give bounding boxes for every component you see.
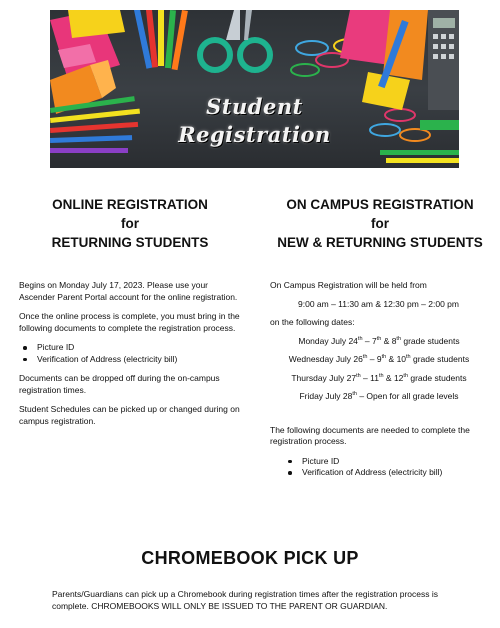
date-line-thursday: Thursday July 27th – 11th & 12th grade students [291, 372, 467, 383]
online-heading-line3: RETURNING STUDENTS [51, 235, 209, 250]
campus-times: 9:00 am – 11:30 am & 12:30 pm – 2:00 pm [298, 298, 459, 309]
online-para-drop-off: Documents can be dropped off during the on-campus registration times. [19, 373, 220, 395]
online-registration-body [19, 280, 241, 427]
campus-documents-needed: The following documents are needed to complete the registration process. [270, 424, 470, 446]
campus-held-from: On Campus Registration will be held from [270, 280, 427, 290]
online-registration-heading [20, 195, 240, 252]
campus-heading-line1: ON CAMPUS REGISTRATION [286, 197, 474, 212]
chromebook-title: CHROMEBOOK PICK UP [141, 548, 359, 568]
list-item: Verification of Address (electricity bill) [19, 354, 241, 366]
registration-banner [50, 10, 459, 168]
date-line-wednesday: Wednesday July 26th – 9th & 10th grade students [288, 354, 470, 364]
campus-heading-line3: NEW & RETURNING STUDENTS [277, 235, 483, 250]
online-para-begins: Begins on Monday July 17, 2023. Please use your Ascender Parent Portal account for the online registration. [19, 280, 238, 302]
date-line-monday: Monday July 24th – 7th & 8th grade students [298, 335, 460, 346]
list-item: Verification of Address (electricity bill) [284, 467, 488, 479]
list-item: Picture ID [19, 342, 241, 354]
online-heading-line1: ONLINE REGISTRATION [52, 197, 208, 212]
campus-registration-body [270, 280, 488, 479]
campus-heading-line2: for [371, 216, 389, 231]
online-para-bring-documents: Once the online process is complete, you must bring in the following documents to complete the registration process. [19, 311, 240, 333]
campus-following-dates: on the following dates: [270, 317, 355, 327]
online-para-schedules: Student Schedules can be picked up or changed during on campus registration. [19, 404, 240, 426]
banner-title-line2: Registration [178, 122, 331, 147]
campus-registration-heading [270, 195, 490, 252]
campus-documents-list [270, 456, 488, 479]
list-item: Picture ID [284, 456, 488, 468]
online-heading-line2: for [121, 216, 139, 231]
banner-title-line1: Student [206, 94, 303, 119]
date-line-friday: Friday July 28th – Open for all grade levels [299, 391, 459, 401]
online-documents-list [19, 342, 241, 365]
chromebook-body: Parents/Guardians can pick up a Chromebook during registration times after the registration process is complete. CHROMEBOOKS WILL ONLY BE ISSUED TO THE PARENT OR GUARDIAN. [52, 589, 438, 611]
